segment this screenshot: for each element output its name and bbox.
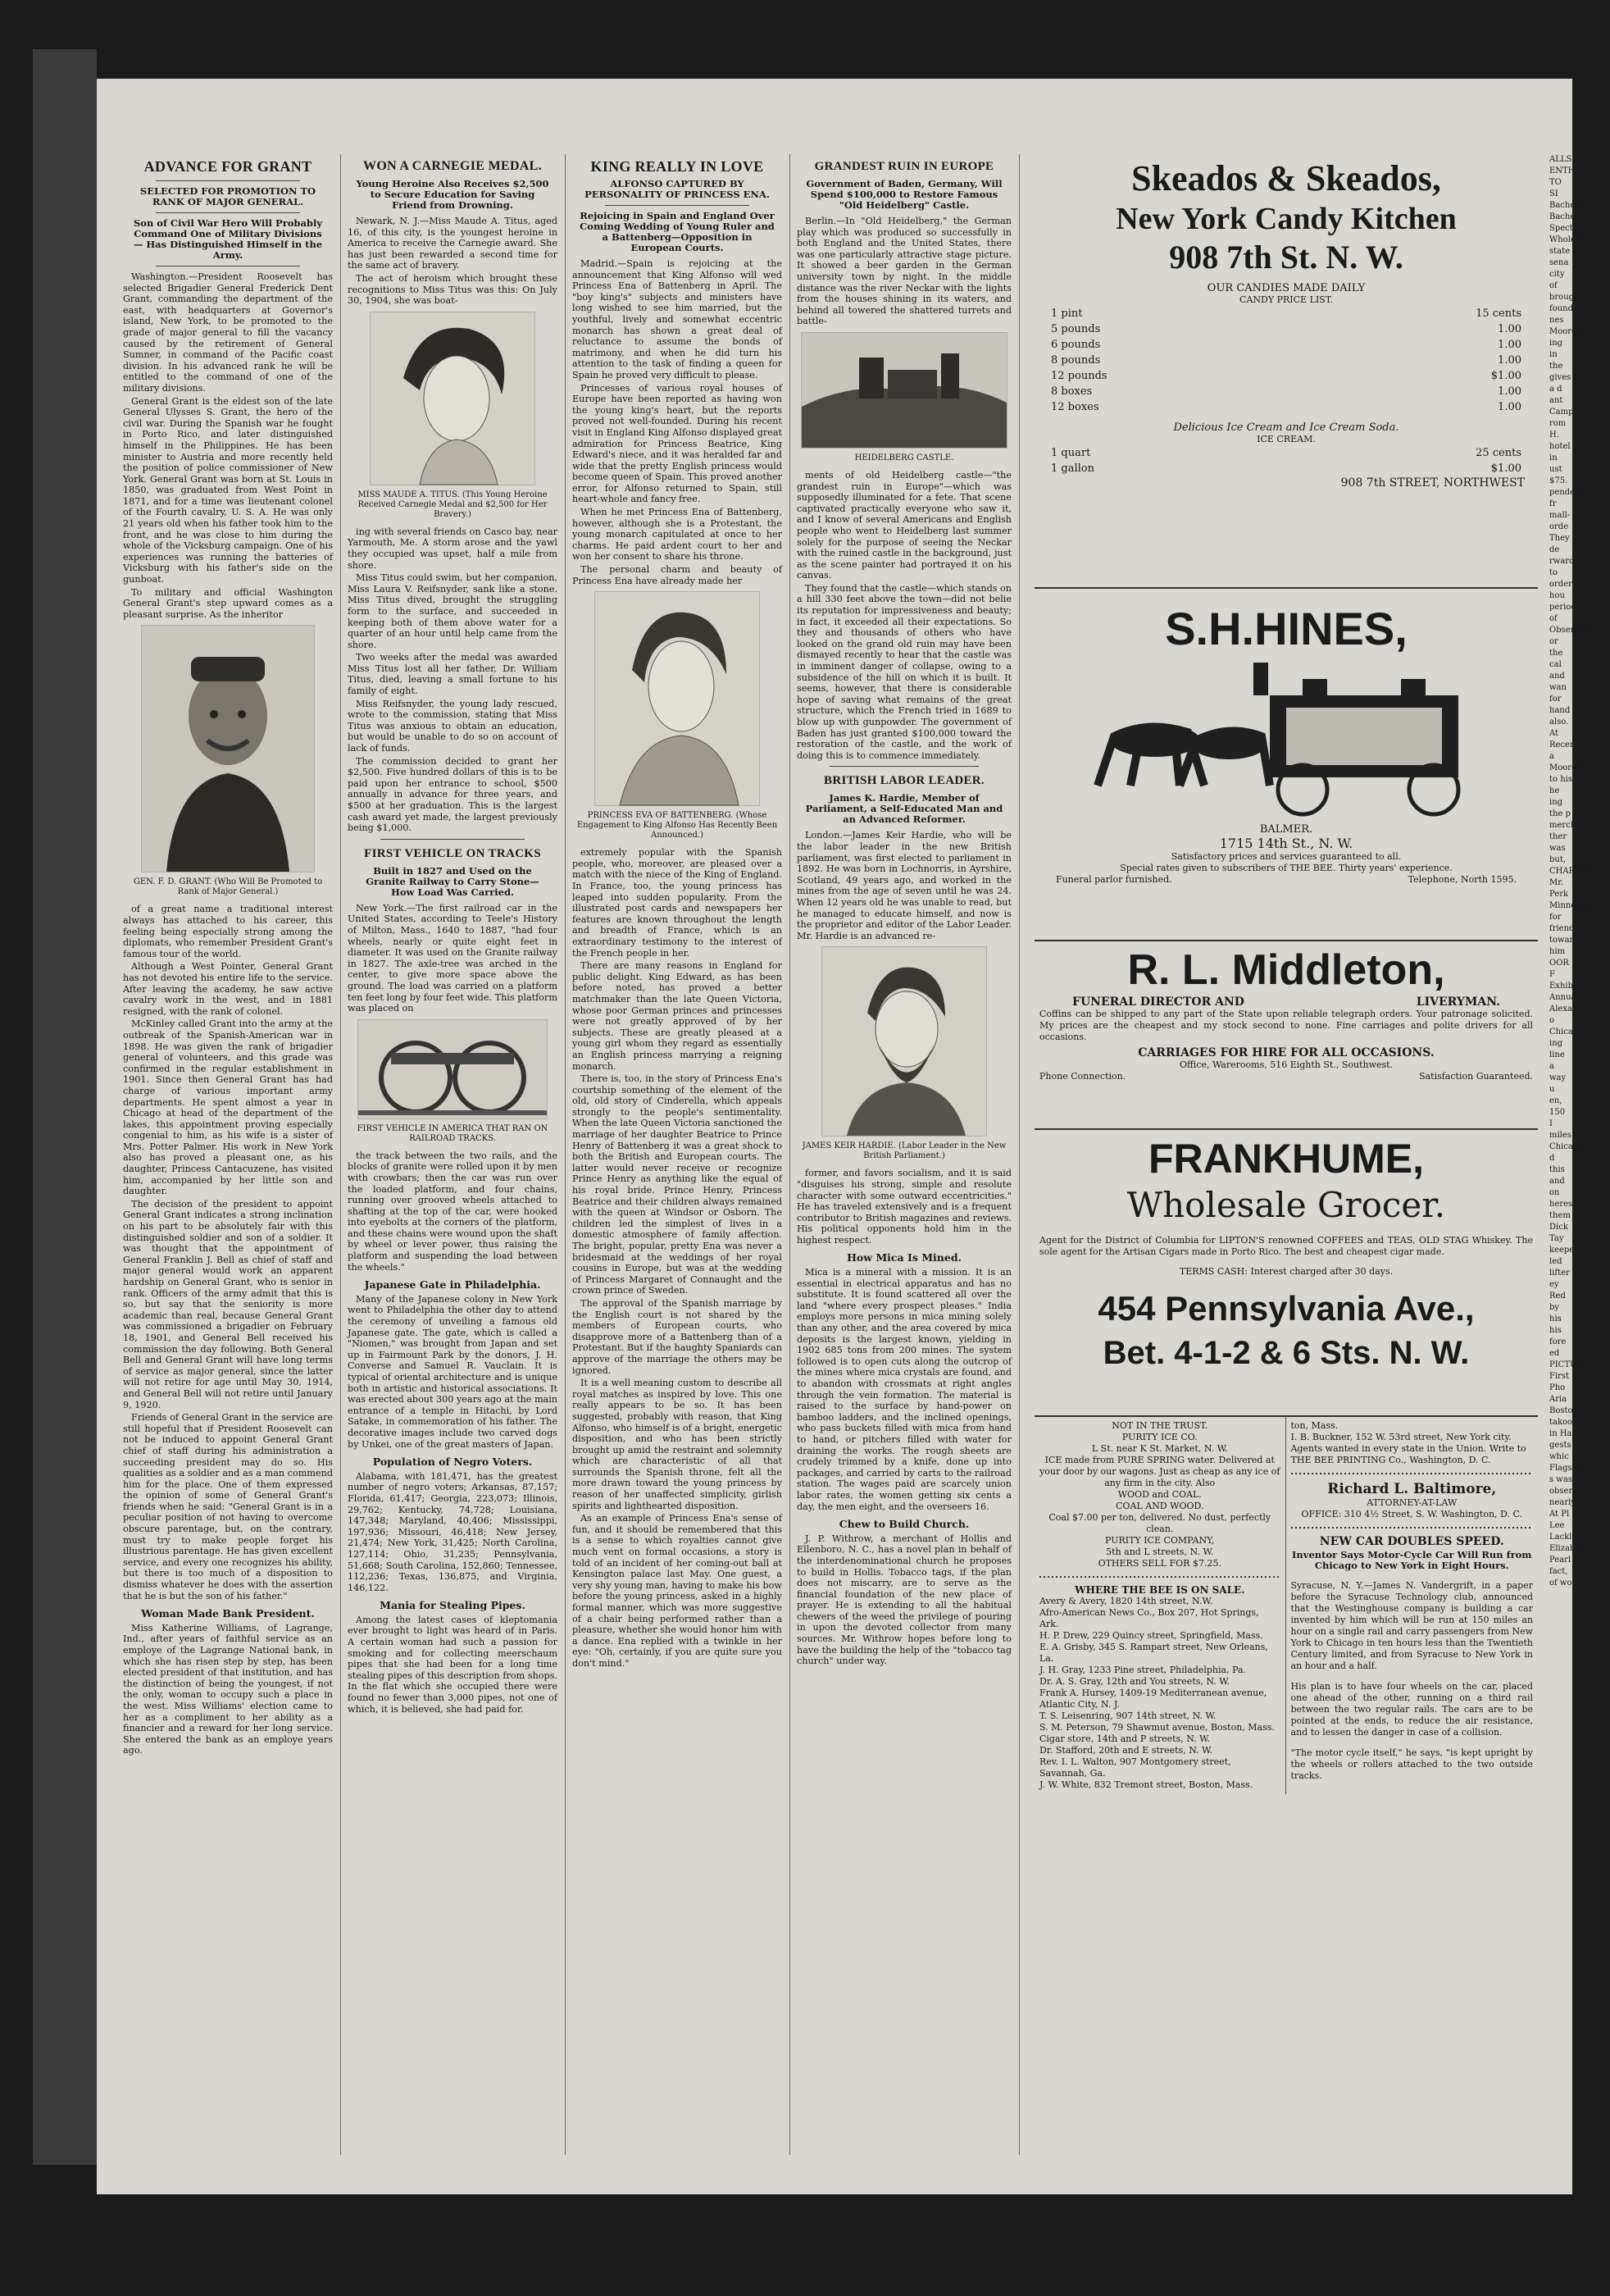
subhead-first-vehicle: Built in 1827 and Used on the Granite Railway to Carry Stone—How Load Was Carried. (366, 864, 539, 898)
paragraph: London.—James Keir Hardie, who will be the labor leader in the new British parliament, was first elected to parliament in 1892. He was born in Lochnorris, in Ayrshire, Scotland, 49 years ago, and worked in the mines from the age of seven until he was 24. When 12 years old he was unable to read, but he managed to educate himself, and now is the proprietor and editor of the Labor Leader. Mr. Hardie is an advanced re- (797, 830, 1012, 941)
edge-fragment: gives a d (1549, 373, 1571, 394)
ad-lower-left (1035, 1417, 1286, 1794)
bee-sale-item: E. A. Grisby, 345 S. Rampart street, New Orleans, La. (1039, 1642, 1268, 1664)
edge-fragment: city of (1549, 270, 1565, 290)
vehicle-illustration-image (357, 1019, 548, 1119)
edge-fragment: Elizabet (1549, 1544, 1584, 1553)
caption-heidelberg: HEIDELBERG CASTLE. (854, 453, 954, 462)
edge-fragment: for hand (1549, 695, 1571, 715)
ad-middleton-title: R. L. Middleton, (1127, 946, 1445, 994)
price-qty: 1 quart (1051, 447, 1091, 459)
price-row (1039, 306, 1533, 321)
ad-candy-tagline: OUR CANDIES MADE DAILY (1207, 282, 1366, 294)
bee-sale-item: S. M. Peterson, 79 Shawmut avenue, Boston, Mass. (1039, 1722, 1275, 1733)
edge-fragment: Mooresto (1549, 327, 1590, 336)
edge-fragment: d this (1549, 1154, 1565, 1174)
article-body-new-car (1291, 1580, 1533, 1782)
edge-fragment: Lackle (1549, 1533, 1577, 1542)
caption-vehicle: FIRST VEHICLE IN AMERICA THAT RAN ON RAILROAD TRACKS. (357, 1123, 548, 1143)
paragraph: Alabama, with 181,471, has the greatest number of negro voters; Arkansas, 87,157; Florida, 61,417; Georgia, 223,073; Illinois, 29,762; Kentucky, 74,728; Louisiana, 147,348; Maryland, 40,406; Mississippi, 197,936; Missouri, 46,418; New Jersey, 21,474; New York, 31,425; North Carolina, 127,114; Ohio, 31,235; Pennsylvania, 51,668; South Carolina, 152,860; Tennessee, 112,236; Texas, 136,875, and Virginia, 146,122. (348, 1470, 557, 1593)
paragraph: Washington.—President Roosevelt has selected Brigadier General Frederick Dent Grant, commanding the department of the east, with headquarters at Governor's island, New York, to be promoted to the grade of major general to fill the vacancy caused by the retirement of General Sumner, in command of the Pacific coast division. In his advanced rank he will be entitled to the command of one of the military divisions. (123, 271, 333, 394)
edge-fragment: state sena (1549, 247, 1571, 267)
edge-fragment: Bachelor (1549, 201, 1587, 210)
ad-candy-pricelist-label: CANDY PRICE LIST. (1239, 294, 1333, 305)
edge-fragment: ther was (1549, 832, 1567, 853)
paragraph: the track between the two rails, and the blocks of granite were rolled upon it by men with crowbars; then the car was run over the loaded platform, and four chains, running over grooved wheels attached to shafting at the top of the car, were hooked into eyebolts at the corners of the platform, and these chains were wound upon the shaft by wheel or lever power, thus raising the platform and suspending the load between the wheels." (348, 1150, 557, 1273)
ad-lower-right (1286, 1417, 1538, 1794)
ad-agents-wanted (1291, 1420, 1533, 1466)
headline-stealing-pipes: Mania for Stealing Pipes. (380, 1599, 525, 1612)
headline-japanese-gate: Japanese Gate in Philadelphia. (364, 1278, 541, 1292)
column-carnegie (348, 154, 557, 2155)
ad-frankhume-grocer (1035, 1130, 1538, 1417)
edge-fragment: fact, (1549, 1567, 1568, 1576)
edge-fragment: PICTUR (1549, 1360, 1583, 1369)
column-heidelberg (797, 154, 1012, 2155)
edge-fragment: ey Red (1549, 1280, 1566, 1301)
agent-line: ton, Mass. (1290, 1420, 1339, 1431)
edge-fragment: ant Camp (1549, 396, 1574, 417)
article-body-hardie-a (797, 830, 1012, 941)
bee-sale-item: Afro-American News Co., Box 207, Hot Springs, Ark. (1039, 1607, 1259, 1629)
ice-ad-line: COAL AND WOOD. (1116, 1501, 1204, 1511)
ad-hines-title: S.H.HINES, (1165, 603, 1408, 654)
agent-line: Agents wanted in every state in the Union. Write to THE BEE PRINTING Co., Washington, D. C. (1290, 1443, 1526, 1465)
agent-line: I. B. Buckner, 152 W. 53rd street, New York city. (1290, 1432, 1512, 1442)
edge-fragment: Lee (1549, 1521, 1565, 1530)
edge-fragment: Flagstaff (1549, 1464, 1586, 1473)
edge-fragment: s was (1549, 1475, 1572, 1484)
edge-fragment: them (1549, 1211, 1571, 1220)
paragraph: "The motor cycle itself," he says, "is kept upright by the wheels or rollers attached to the two outside tracks. (1290, 1747, 1533, 1781)
subhead-rejoicing: Rejoicing in Spain and England Over Coming Wedding of Young Ruler and a Battenberg—Opposition in European Courts. (580, 210, 775, 253)
edge-fragment: for friend (1549, 913, 1575, 933)
price-row (1039, 368, 1533, 384)
edge-fragment: merchants (1549, 821, 1594, 830)
ad-hines-line1: Satisfactory prices and services guaranteed to all. (1171, 851, 1402, 862)
paragraph: The commission decided to grant her $2,500. Five hundred dollars of this is to be paid upon her entrance to school, $500 annually in advance for three years, and $500 at her graduation. This is the largest cash award yet made, the largest previously being $1,000. (348, 755, 557, 834)
ad-bee-sale-heading: WHERE THE BEE IS ON SALE. (1075, 1584, 1245, 1596)
edge-fragment: ust $75. (1549, 465, 1568, 485)
ad-lawyer-name: Richard L. Baltimore, (1327, 1481, 1497, 1497)
advertisements-column (1035, 154, 1538, 2163)
price-value: $1.00 (1490, 370, 1521, 382)
headline-carnegie-medal: WON A CARNEGIE MEDAL. (363, 159, 542, 173)
subhead-alfonso: ALFONSO CAPTURED BY PERSONALITY OF PRINCESS ENA. (584, 178, 770, 200)
subhead-promotion: SELECTED FOR PROMOTION TO RANK OF MAJOR GENERAL. (139, 185, 316, 207)
ad-middleton-right: LIVERYMAN. (1416, 995, 1500, 1009)
subhead-civil-war-hero: Son of Civil War Hero Will Probably Command One of Military Divisions — Has Distinguished Himself in the Army. (133, 217, 323, 261)
portrait-hardie-image (821, 946, 987, 1137)
edge-fragment: Observing (1549, 626, 1593, 635)
bee-sale-item: Rev. I. L. Walton, 907 Montgomery street, Savannah, Ga. (1039, 1756, 1231, 1779)
paragraph: J. P. Withrow, a merchant of Hollis and Ellenboro, N. C., has a novel plan in behalf of the interdenominational church he proposes to build in Hollis. Tobacco tags, if the plan does not miscarry, are to serve as the financial foundation of the new place of prayer. He is extending to all the habitual chewers of the weed the privilege of pouring in upon the devoted collector from many sources. Mr. Withrow hopes before long to have the building the help of the "tobacco tag church" under way. (797, 1533, 1012, 1667)
edge-fragment: TO SI (1549, 178, 1562, 198)
price-qty: 1 gallon (1051, 462, 1094, 475)
edge-fragment: gests (1549, 1441, 1571, 1450)
adjacent-page-edge (1549, 154, 1594, 2155)
edge-fragment: to his he (1549, 775, 1572, 795)
paragraph: It is a well meaning custom to describe all royal matches as inspired by love. This one really appears to be so. It has been suggested, probably with reason, that King Alfonso, who himself is of a bright, energetic disposition, and who has been strictly brought up amid the restraint and solemnity which are characteristic of all that surrounds the Spanish throne, felt all the more drawn toward the young princess by reason of her unaffected simplicity, girlish spirits and lighthearted disposition. (572, 1378, 782, 1511)
headline-labor-leader: BRITISH LABOR LEADER. (824, 774, 985, 788)
ice-ad-line: PURITY ICE COMPANY, (1105, 1535, 1215, 1546)
edge-fragment: ed (1549, 1349, 1560, 1358)
article-body-church (797, 1533, 1012, 1667)
paragraph: Many of the Japanese colony in New York went to Philadelphia the other day to attend the ceremony of unveiling a famous old Japanese gate. The gate, which is called a "Niomen," was brought from Japan and set up in Fairmount Park by the donors, J. H. Converse and Samuel R. Vauclain. It is typical of oriental architecture and is unique both in artistic and historical associations. It was erected about 300 years ago at the main entrance of a temple in Hitachi, by Lord Satake, in commemoration of his father. The decorative images include two carved dogs by Unkei, one of the great masters of Japan. (348, 1293, 558, 1450)
price-qty: 1 pint (1051, 308, 1083, 320)
price-qty: 8 pounds (1051, 354, 1101, 367)
caption-princess: PRINCESS EVA OF BATTENBERG. (Whose Engagement to King Alfonso Has Recently Been Announced.) (576, 811, 778, 840)
ad-middleton-left: FUNERAL DIRECTOR AND (1072, 995, 1244, 1009)
ad-candy-address: 908 7th St. N. W. (1169, 239, 1403, 276)
price-row (1039, 461, 1533, 476)
ad-candy-ice-prices (1039, 445, 1533, 476)
headline-first-vehicle: FIRST VEHICLE ON TRACKS (364, 846, 541, 860)
price-value: 1.00 (1498, 385, 1521, 398)
ad-frankhume-terms: TERMS CASH: Interest charged after 30 days. (1179, 1266, 1394, 1277)
edge-fragment: of wo (1549, 1578, 1572, 1588)
bee-sale-item: Frank A. Hursey, 1409-19 Mediterranean avenue, Atlantic City, N. J. (1039, 1688, 1267, 1710)
paragraph: Two weeks after the medal was awarded Miss Titus lost all her father, Dr. William Titus, died, leaving a small fortune to his family of eight. (348, 652, 557, 697)
article-body-pipes (348, 1615, 557, 1715)
headline-new-car-speed: NEW CAR DOUBLES SPEED. (1319, 1535, 1504, 1548)
bee-sale-item: Avery & Avery, 1820 14th street, N.W. (1039, 1596, 1213, 1606)
headline-grandest-ruin: GRANDEST RUIN IN EUROPE (814, 160, 994, 173)
edge-fragment: ing line (1549, 1039, 1565, 1059)
bee-sale-item: Dr. A. S. Gray, 12th and You streets, N. W. (1039, 1676, 1230, 1687)
paragraph: Miss Reifsnyder, the young lady rescued, wrote to the commission, stating that Miss Titus was anxious to obtain an education, but would be unable to do so on account of lack of funds. (348, 698, 557, 754)
paragraph: Madrid.—Spain is rejoicing at the announcement that King Alfonso will wed Princess Ena of Battenberg in April. The "boy king's" subjects and ministers have long wished to see him married, but the youthful, lively and somewhat eccentric monarch has shown a great deal of reluctance to assume the bonds of matrimony, and when he did turn his attention to the task of finding a queen for Spain he proved very difficult to please. (572, 258, 782, 380)
edge-fragment: Wholesal (1549, 235, 1588, 244)
ad-hines-funeral (1035, 589, 1538, 941)
ad-middleton (1035, 941, 1538, 1130)
binding-gutter (33, 49, 97, 2165)
article-body-bank (123, 1623, 333, 1756)
edge-fragment: toward him (1549, 936, 1579, 956)
article-body-alfonso-b (572, 847, 782, 1669)
price-qty: 5 pounds (1051, 323, 1101, 335)
paragraph: Princesses of various royal houses of Europe have been reported as having won the young king's heart, but the reports proved not well-founded. During his recent visit in England King Alfonso displayed great admiration for Princess Beatrice, King Edward's niece, and it was heralded far and wide that the pretty English princess would become queen of Spain. This proved another error, for Alfonso returned to Spain, still heart-whole and fancy free. (572, 382, 782, 505)
edge-fragment: also. At (1549, 718, 1569, 738)
ad-skeados-candy (1035, 154, 1538, 589)
article-body-voters (348, 1471, 557, 1594)
edge-fragment: Exhibi (1549, 982, 1576, 991)
edge-fragment: ing the p (1549, 798, 1571, 818)
price-qty: 12 pounds (1051, 370, 1107, 382)
edge-fragment: but, (1549, 855, 1567, 864)
ad-hines-line3: Funeral parlor furnished. (1056, 874, 1172, 885)
edge-fragment: o Chicag (1549, 1016, 1579, 1036)
ad-lower-section (1035, 1417, 1538, 1794)
ice-ad-line: 5th and L streets, N. W. (1106, 1547, 1214, 1557)
paragraph: extremely popular with the Spanish people, who, moreover, are pleased over a match with the niece of the King of England. In France, too, the young princess has leaped into sudden popularity. From the illustrated post cards and newspapers her features are known throughout the length and breadth of France, which is an extraordinary testimony to the interest of the French people in her. (572, 847, 782, 959)
price-qty: 8 boxes (1051, 385, 1093, 398)
ad-candy-price-list (1039, 306, 1533, 415)
edge-fragment: by his (1549, 1303, 1562, 1323)
paragraph: Newark, N. J.—Miss Maude A. Titus, aged 16, of this city, is the youngest heroine in America to receive the Carnegie award. She has just been rewarded a second time for the same act of bravery. (348, 216, 557, 271)
paragraph: ing with several friends on Casco bay, near Yarmouth, Me. A storm arose and the yawl they occupied was upset, half a mile from shore. (348, 526, 557, 571)
paragraph: Mica is a mineral with a mission. It is an essential in electrical apparatus and has no substitute. It is found scattered all over the land "where every prospect pleases." India employs more persons in mica mining solely than any other, and the area covered by mica deposits is the largest known, yielding in 1902 685 tons from 200 mines. The system followed is to open cuts along the outcrop of the mines where mica crystals are found, and to abandon with crossmats at right angles through the vein formation. The material is raised to the surface by hand-power on bamboo ladders, and the inclined openings, who pass buckets filled with mica from hand to hand, or pitchers filled with water for draining the works. The rough sheets are crudely trimmed by a knife, done up into packages, and carried by carts to the railroad station. The wages paid are scarcely union labor rates, the women getting six cents a day, the men eight, and the overseers 16. (797, 1267, 1012, 1512)
edge-fragment: OOR F (1549, 959, 1569, 979)
edge-fragment: ALLS (1549, 155, 1572, 164)
price-row (1039, 399, 1533, 415)
hearse-illustration-image (1065, 663, 1508, 818)
article-body-heidelberg-a (797, 216, 1012, 327)
headline-mica: How Mica Is Mined. (847, 1251, 962, 1264)
edge-fragment: and wan (1549, 672, 1567, 692)
ad-middleton-guarantee: Satisfaction Guaranteed. (1419, 1071, 1533, 1082)
edge-fragment: Recently (1549, 740, 1586, 749)
price-value: 25 cents (1476, 447, 1521, 459)
paragraph: They found that the castle—which stands on a hill 330 feet above the town—did not belie its reputation for impressiveness and beauty; in fact, it exceeded all their expectations. So they and thousands of others who have looked on the grand old ruin may have been dismayed recently to hear that the castle was in imminent danger of collapse, owing to a subsidence of the hill on which it is built. It seems, however, that there is considerable hope of saving what remains of the great structure, which the French tried in 1689 to blow up with gunpowder. The government of Baden has just granted $100,000 toward the restoration of the castle, and the work of doing this is to commence immediately. (797, 582, 1012, 761)
edge-fragment: Mr. Perk (1549, 878, 1569, 899)
edge-fragment: Spectac (1549, 224, 1583, 233)
price-row (1039, 337, 1533, 353)
ad-hines-caption: BALMER. (1259, 823, 1313, 836)
edge-fragment: Bachelor (1549, 212, 1587, 221)
article-body-grant-b (123, 904, 333, 1601)
column-grant (123, 154, 333, 2155)
paragraph: General Grant is the eldest son of the late General Ulysses S. Grant, the hero of the civil war. During the Spanish war he fought in Porto Rico, and later distinguished himself in the Philippines. He has been minister to Austria and more recently held the position of police commissioner of New York. General Grant was born at St. Louis in 1850, was graduated from West Point in 1871, and for a time was lieutenant colonel of the Fourth cavalry, U. S. A. He was only 21 years old when his father took him to the front, and he was close to him during the whole of the Vicksburg campaign. One of his experiences was running the batteries of Vicksburg with his father's side on the gunboat. (123, 395, 333, 585)
ad-candy-title: Skeados & Skeados, (1131, 158, 1441, 198)
ad-bee-sale-list (1039, 1596, 1280, 1791)
edge-fragment: observ (1549, 1487, 1577, 1496)
ice-ad-line: OTHERS SELL FOR $7.25. (1098, 1558, 1221, 1569)
edge-fragment: led lifter (1549, 1257, 1570, 1278)
article-body-vehicle-b (348, 1150, 557, 1273)
paragraph: There are many reasons in England for public delight. King Edward, as has been before noted, has proved a better matchmaker than the late Queen Victoria, whose poor German princes and princesses were not greatly approved of by her subjects. These are greatly pleased at a young girl whom they regard as essentially an English princess marrying a reigning monarch. (572, 960, 782, 1072)
paragraph: Berlin.—In "Old Heidelberg," the German play which was produced so successfully in both England and the United States, there was one particularly attractive stage picture. It showed a beer garden in the German university town by night. In the middle distance was the river Neckar with the lights from the houses shining in its waters, and behind all towered the shattered turrets and battle- (797, 216, 1012, 327)
edge-fragment: rward to (1549, 557, 1575, 577)
edge-fragment: Minnesota (1549, 901, 1594, 910)
price-value: 15 cents (1476, 308, 1521, 320)
edge-fragment: and on (1549, 1177, 1565, 1197)
headline-king-in-love: KING REALLY IN LOVE (590, 158, 764, 175)
article-body-heidelberg-b (797, 470, 1012, 761)
paragraph: To military and official Washington General Grant's step upward comes as a pleasant surprise. As the inheritor (123, 586, 333, 620)
edge-fragment: or the cal (1549, 637, 1563, 669)
ice-ad-line: NOT IN THE TRUST. (1112, 1420, 1208, 1431)
ad-frankhume-body: Agent for the District of Columbia for LIPTON'S renowned COFFEES and TEAS, OLD STAG Whiskey. The sole agent for the Artisan Cigars made in Porto Rico. The best and cheapest cigar made. (1039, 1235, 1533, 1257)
edge-fragment: Alexand (1549, 1004, 1583, 1014)
paragraph: Miss Katherine Williams, of Lagrange, Ind., after years of faithful service as an employe of the Lagrange National bank, in which she has risen step by step, has been elected president of that institution, and has the distinction of being the youngest, if not the only, woman to occupy such a place in the west. Miss Williams' election came to her as a compliment to her ability as a financier and a reward for her long service. She entered the bank as an employe years ago. (123, 1622, 333, 1756)
article-body-grant-a (123, 271, 333, 620)
price-row (1039, 321, 1533, 337)
portrait-grant-image (141, 625, 315, 872)
price-value: 1.00 (1498, 339, 1521, 351)
edge-fragment: a way u (1549, 1062, 1567, 1094)
paragraph: Syracuse, N. Y.—James N. Vandergrift, in a paper before the Syracuse Technology club, announced that the Westinghouse company is building a car invented by him which will be run at 150 miles an hour on a single rail and carry passengers from New York to Chicago in ten hours less than the Twentieth Century limited, and from Syracuse to New York in an hour and a half. (1290, 1580, 1533, 1671)
edge-fragment: a Moorest (1549, 752, 1585, 772)
edge-fragment: Aria (1549, 1395, 1567, 1404)
headline-chew-church: Chew to Build Church. (839, 1518, 970, 1531)
ad-frankhume-title: FRANKHUME, (1148, 1136, 1425, 1182)
article-body-vehicle-a (348, 903, 557, 1014)
caption-titus: MISS MAUDE A. TITUS. (This Young Heroine Received Carnegie Medal and $2,500 for Her Bravery.) (357, 490, 548, 519)
edge-fragment: nearly (1549, 1498, 1576, 1507)
edge-fragment: Dick Tay (1549, 1223, 1568, 1243)
edge-fragment: Pearl (1549, 1556, 1571, 1565)
portrait-titus-image (370, 312, 535, 485)
paragraph: The act of heroism which brought these recognitions to Miss Titus was this: On July 30, 1904, she was boat- (348, 272, 557, 307)
paragraph: The decision of the president to appoint General Grant indicates a strong inclination on his part to be absolutely fair with this distinguished soldier and son of a soldier. It was thought that the appointment of General Franklin J. Bell as chief of staff and major general would work an apparent hardship on General Grant, who is senior in rank. Officers of the army admit that this is so, but say that the seniority is more academic than real, because General Grant was commissioned a brigadier on February 18, 1901, and General Bell received his commission the day following. Both General Bell and General Grant will have long terms of service as major general, since the latter will not retire for age until May 30, 1914, and General Bell will not retire until January 9, 1920. (123, 1198, 333, 1410)
price-value: $1.00 (1490, 462, 1521, 475)
paragraph: former, and favors socialism, and it is said "disguises his strong, simple and resolute character with some outward eccentricities." He has traveled extensively and is a frequent contributor to British magazines and reviews. His political opponents hold him in the highest respect. (797, 1168, 1012, 1246)
ad-middleton-body: Coffins can be shipped to any part of the State upon reliable telegraph orders. Your patronage solicited. My prices are the cheapest and my stock second to none. Fine carriages and polite drivers for all occasions. (1039, 1009, 1533, 1042)
edge-fragment: keeper (1549, 1246, 1578, 1255)
caption-hardie: JAMES KEIR HARDIE. (Labor Leader in the New British Parliament.) (802, 1141, 1007, 1161)
edge-fragment: en, 150 (1549, 1096, 1566, 1117)
ice-ad-line: Coal $7.00 per ton, delivered. No dust, perfectly clean. (1048, 1512, 1271, 1534)
bee-sale-item: J. W. White, 832 Tremont street, Boston, Mass. (1039, 1779, 1253, 1790)
ad-middleton-office: Office, Warerooms, 516 Eighth St., Southwest. (1179, 1059, 1394, 1070)
article-body-japanese-gate (348, 1294, 557, 1450)
article-body-carnegie-a (348, 216, 557, 307)
article-body-hardie-b (797, 1168, 1012, 1246)
price-row (1039, 353, 1533, 368)
paragraph: The approval of the Spanish marriage by the English court is not shared by the members of European courts, who disapprove more of a Battenberg than of a Protestant. But if the haughty Spaniards can approve of the marriage the others may be ignored. (572, 1297, 782, 1376)
heidelberg-castle-image (801, 332, 1007, 449)
paragraph: McKinley called Grant into the army at the outbreak of the Spanish-American war in 1898. He was given the rank of brigadier general of volunteers, and this grade was confirmed in the regular establishment in 1901. Since then General Grant has had charge of various important army departments. He spent almost a year in Chicago at head of the department of the lakes, this appointment proving especially congenial to him, as his wife is a sister of Mrs. Potter Palmer. His work in New York also has proved a pleasant one, as his daughter, Princess Cantacuzene, has visited him, accompanied by her little son and daughter. (123, 1018, 333, 1197)
edge-fragment: hotel in (1549, 442, 1571, 462)
edge-fragment: rom H. (1549, 419, 1567, 440)
ad-candy-subtitle: New York Candy Kitchen (1116, 202, 1457, 236)
edge-fragment: mall-orde (1549, 511, 1571, 531)
caption-grant: GEN. F. D. GRANT. (Who Will Be Promoted to Rank of Major General.) (133, 877, 323, 897)
bee-sale-item: J. H. Gray, 1233 Pine street, Philadelphia, Pa. (1039, 1665, 1247, 1675)
ad-lawyer-office: OFFICE: 310 4½ Street, S. W. Washington, D. C. (1301, 1509, 1522, 1519)
paragraph: His plan is to have four wheels on the car, placed one ahead of the other, running on a third rail between the two regular rails. The cars are to be pointed at the ends, to reduce the air resistance, and to lessen the danger in case of a collision. (1290, 1681, 1533, 1738)
ice-ad-line: L St. near K St. Market, N. W. (1091, 1443, 1228, 1454)
article-body-alfonso-a (572, 258, 782, 586)
subhead-new-car-speed: Inventor Says Motor-Cycle Car Will Run from Chicago to New York in Eight Hours. (1292, 1549, 1532, 1571)
edge-fragment: his fore (1549, 1326, 1567, 1346)
ad-middleton-phone: Phone Connection. (1039, 1071, 1126, 1082)
paragraph: Miss Titus could swim, but her companion, Miss Laura V. Reifsnyder, sank like a stone. Miss Titus dived, brought the struggling form to the surface, and succeeded in keeping both of them above water for a quarter of an hour until help came from the shore. (348, 572, 557, 650)
edge-fragment: brought (1549, 293, 1583, 302)
headline-negro-voters: Population of Negro Voters. (372, 1456, 533, 1469)
edge-fragment: pendent fr (1549, 488, 1584, 508)
edge-fragment: Boston, (1549, 1406, 1581, 1415)
column-alfonso (572, 154, 782, 2155)
headline-woman-bank: Woman Made Bank President. (141, 1607, 315, 1620)
edge-fragment: ing in the (1549, 339, 1563, 371)
subhead-hardie: James K. Hardie, Member of Parliament, a Self-Educated Man and an Advanced Reformer. (805, 792, 1003, 826)
ice-ad-line: ICE made from PURE SPRING water. Delivered at your door by our wagons. Just as cheap as any ice of any firm in the city. Also (1039, 1455, 1280, 1488)
edge-fragment: order hou (1549, 580, 1572, 600)
ad-frankhume-subtitle: Wholesale Grocer. (1126, 1185, 1446, 1225)
edge-fragment: in Ha (1549, 1429, 1572, 1438)
article-body-mica (797, 1267, 1012, 1512)
price-value: 1.00 (1498, 401, 1521, 413)
subhead-carnegie: Young Heroine Also Receives $2,500 to Secure Education for Saving Friend from Drowning. (356, 178, 549, 211)
edge-fragment: CHAPTER (1549, 867, 1592, 876)
bee-sale-item: T. S. Leisenring, 907 14th street, N. W. (1039, 1711, 1217, 1721)
ad-frankhume-address2: Bet. 4-1-2 & 6 Sts. N. W. (1103, 1335, 1470, 1371)
paragraph: As an example of Princess Ena's sense of fun, and it should be remembered that this is a sense to which royalties cannot give much vent on formal occasions, a story is told of an incident of her coming-out ball at Kensington palace last May. One guest, a very shy young man, having to make his bow before the young princess, asked in a highly formal manner, which was more suggestive of a chair being performed rather than a pleasure, whether she would honor him with a dance. Ena replied with a twinkle in her eye: "Oh, certainly, if you are quite sure you don't mind." (572, 1513, 782, 1669)
ice-ad-line: PURITY ICE CO. (1121, 1432, 1198, 1442)
edge-fragment: takoo, (1549, 1418, 1576, 1427)
price-row (1039, 384, 1533, 399)
portrait-princess-image (594, 591, 760, 806)
edge-fragment: I miles (1549, 1119, 1571, 1140)
article-body-carnegie-b (348, 526, 557, 834)
ad-candy-ice-line: Delicious Ice Cream and Ice Cream Soda. (1173, 421, 1399, 434)
ad-hines-line2: Special rates given to subscribers of THE BEE. Thirty years' experience. (1120, 863, 1453, 873)
paragraph: Friends of General Grant in the service are still hopeful that if President Roosevelt can not be induced to appoint General Grant chief of staff during his administration a succeeding president may do so. His qualities as a soldier and as a man commend him for the place. One of them expressed the opinion of some of General Grant's friends when he said: "General Grant is in a peculiar position of not having to overcome obscure parentage, but, on the contrary, must try to make people forget his illustrious parentage. He has given excellent service, and every one recognizes his ability, but there is too much of a disposition to dismiss whatever he does with the assertion that he is but the son of his father." (123, 1412, 333, 1601)
ad-candy-footer: 908 7th STREET, NORTHWEST (1340, 476, 1525, 490)
headline-advance-for-grant: ADVANCE FOR GRANT (143, 158, 312, 175)
paragraph: Although a West Pointer, General Grant has not devoted his entire life to the service. After leaving the academy, he saw active cavalry work in the west, and in 1881 resigned, with the rank of colonel. (123, 961, 333, 1017)
ad-hines-phone: Telephone, North 1595. (1408, 874, 1517, 885)
paragraph: of a great name a traditional interest always has attached to his career, this feeling being especially strong among the diplomats, who remember President Grant's famous tour of the world. (123, 904, 333, 959)
paragraph: New York.—The first railroad car in the United States, according to Teele's History of Milton, Mass., 1640 to 1887, "had four wheels, nearly or quite eight feet in diameter. It was used on the Granite railway in 1827. The axle-tree was arched in the center, to give more space above the ground. The load was carried on a platform ten feet long by four feet wide. This platform was placed on (348, 902, 557, 1014)
newspaper-page (97, 79, 1594, 2194)
bee-sale-item: H. P. Drew, 229 Quincy street, Springfield, Mass. (1039, 1630, 1263, 1641)
price-qty: 12 boxes (1051, 401, 1099, 413)
price-value: 1.00 (1498, 354, 1521, 367)
edge-fragment: At Pl (1549, 1510, 1570, 1519)
paragraph: When he met Princess Ena of Battenberg, however, although she is a Protestant, the young monarch capitulated at once to her charms. He paid ardent court to her and won her consent to share his throne. (572, 507, 782, 563)
edge-fragment: heres (1549, 1200, 1573, 1209)
edge-fragment: They de (1549, 534, 1570, 554)
ad-candy-ice-label: ICE CREAM. (1257, 434, 1316, 444)
ad-hines-address: 1715 14th St., N. W. (1219, 836, 1353, 851)
edge-fragment: First Pho (1549, 1372, 1570, 1392)
price-row (1039, 445, 1533, 461)
paragraph: There is, too, in the story of Princess Ena's courtship something of the element of the old, old story of Cinderella, which appeals strongly to the people's sentimentality. When the late Queen Victoria sanctioned the marriage of her daughter Beatrice to Prince Henry of Battenberg it was a great shock to both the British and European courts. The latter would never receive or recognize Prince Henry as anything like the equal of his royal bride. Prince Henry, Princess Beatrice and their children always remained with the queen at Windsor or Osborn. The children led the simplest of lives in a domestic atmosphere of family affection. The bright, popular, pretty Ena was never a bridesmaid at the weddings of her royal cousins in Europe, but was at the wedding of Princess Margaret of Connaught and the crown prince of Sweden. (572, 1073, 782, 1296)
ad-purity-ice (1039, 1420, 1280, 1569)
edge-fragment: whic (1549, 1452, 1569, 1461)
ice-ad-line: WOOD and COAL. (1117, 1489, 1202, 1500)
bee-sale-item: Dr. Stafford, 20th and E streets, N. W. (1039, 1745, 1213, 1756)
price-value: 1.00 (1498, 323, 1521, 335)
edge-fragment: found nes (1549, 304, 1574, 325)
edge-fragment: Chicago (1549, 1142, 1584, 1151)
paragraph: The personal charm and beauty of Princess Ena have already made her (572, 564, 782, 586)
edge-fragment: period of (1549, 603, 1576, 623)
paragraph: ments of old Heidelberg castle—"the grandest ruin in Europe"—which was supposedly illuminated for a fete. That scene captivated practically everyone who saw it, and I know of several Americans and English people who went to Heidelberg last summer solely for the purpose of seeing the Neckar with the ruined castle in the background, just as the scene painter had portrayed it on his canvas. (797, 469, 1012, 581)
paragraph: Among the latest cases of kleptomania ever brought to light was heard of in Paris. A certain woman had such a passion for smoking and for collecting meerschaum pipes that she had been for a long time stealing pipes of this description from shops. In the flat which she occupied there were found no fewer than 3,000 pipes, not one of which, it is believed, she had paid for. (348, 1614, 557, 1715)
price-qty: 6 pounds (1051, 339, 1101, 351)
subhead-heidelberg: Government of Baden, Germany, Will Spend $100,000 to Restore Famous "Old Heidelberg" Castle. (806, 178, 1003, 211)
edge-fragment: Annual (1549, 993, 1579, 1002)
ad-lawyer-title: ATTORNEY-AT-LAW (1367, 1497, 1458, 1508)
bee-sale-item: Cigar store, 14th and P streets, N. W. (1039, 1733, 1211, 1744)
ad-frankhume-address1: 454 Pennsylvania Ave., (1098, 1289, 1475, 1328)
ad-middleton-carriages: CARRIAGES FOR HIRE FOR ALL OCCASIONS. (1138, 1046, 1435, 1059)
edge-fragment: ENTHUSI (1549, 166, 1591, 175)
